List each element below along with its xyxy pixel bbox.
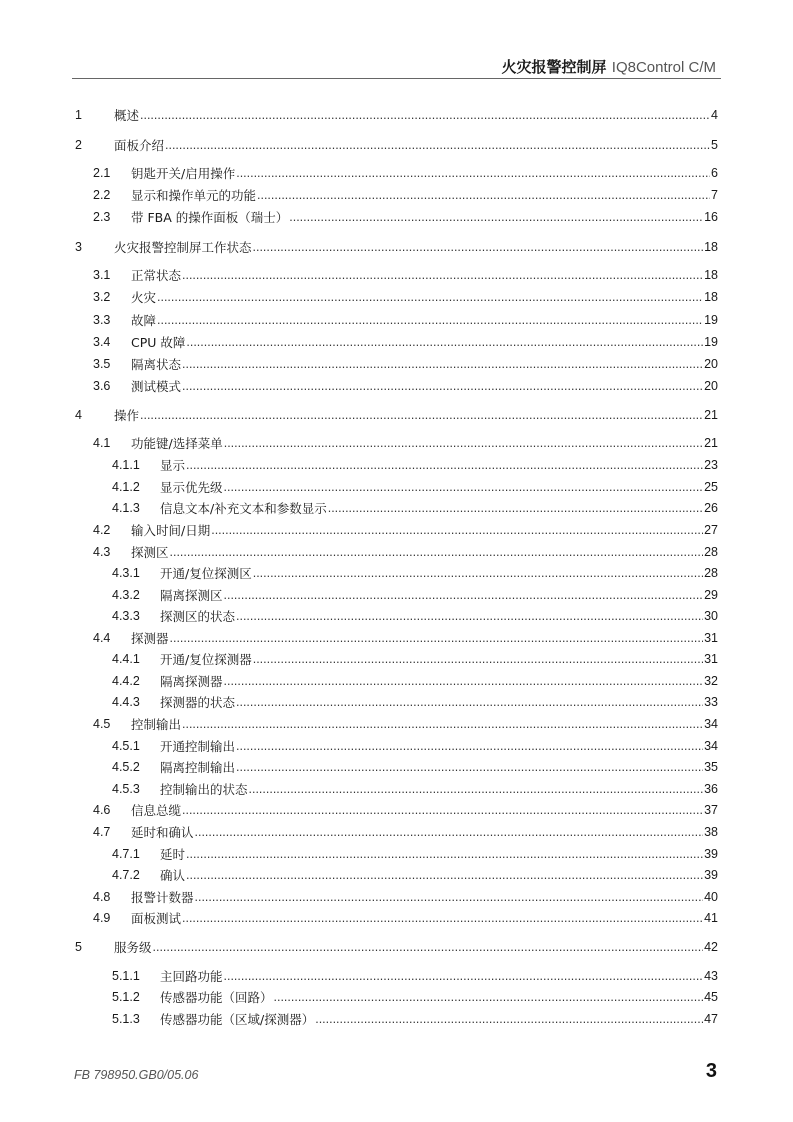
- toc-title: 信息文本/补充文本和参数显示: [160, 501, 327, 516]
- toc-title: 火灾: [131, 290, 157, 305]
- toc-entry[interactable]: [75, 354, 718, 372]
- toc-title: 隔离控制输出: [160, 760, 236, 775]
- toc-entry[interactable]: [75, 692, 718, 710]
- toc-title: 传感器功能（回路）: [160, 990, 273, 1005]
- toc-entry[interactable]: [75, 585, 718, 603]
- toc-leader-dots: [257, 188, 710, 203]
- toc-entry[interactable]: [75, 265, 718, 283]
- toc-leader-dots: [186, 335, 703, 350]
- toc-number: 4: [75, 408, 82, 422]
- toc-title: 主回路功能: [160, 969, 223, 984]
- toc-leader-dots: [224, 969, 704, 984]
- toc-page-number: 27: [704, 523, 718, 537]
- toc-leader-dots: [315, 1012, 703, 1027]
- toc-leader-dots: [224, 588, 704, 603]
- toc-title: 输入时间/日期: [131, 523, 211, 538]
- toc-entry[interactable]: [75, 937, 718, 955]
- toc-number: 4.5.1: [112, 739, 140, 753]
- toc-number: 3.5: [93, 357, 111, 371]
- toc-page-number: 45: [704, 990, 718, 1004]
- toc-title: 显示和操作单元的功能: [131, 188, 257, 203]
- toc-number: 4.3.3: [112, 609, 140, 623]
- toc-entry[interactable]: [75, 207, 718, 225]
- toc-entry[interactable]: [75, 757, 718, 775]
- toc-number: 3.1: [93, 268, 111, 282]
- toc-leader-dots: [165, 138, 710, 153]
- toc-entry[interactable]: [75, 310, 718, 328]
- toc-title: 开通控制输出: [160, 739, 236, 754]
- toc-entry[interactable]: [75, 966, 718, 984]
- toc-page-number: 28: [704, 545, 718, 559]
- toc-page-number: 34: [704, 717, 718, 731]
- toc-leader-dots: [153, 940, 704, 955]
- toc-leader-dots: [186, 458, 703, 473]
- toc-page-number: 4: [711, 108, 718, 122]
- toc-number: 5: [75, 940, 82, 954]
- toc-number: 3.6: [93, 379, 111, 393]
- toc-page-number: 39: [704, 868, 718, 882]
- toc-leader-dots: [182, 911, 703, 926]
- toc-number: 2.1: [93, 166, 111, 180]
- toc-page-number: 29: [704, 588, 718, 602]
- toc-number: 4.3.1: [112, 566, 140, 580]
- toc-leader-dots: [182, 803, 703, 818]
- toc-title: 延时: [160, 847, 186, 862]
- toc-leader-dots: [170, 631, 704, 646]
- toc-title: 探测区的状态: [160, 609, 236, 624]
- toc-title: 测试模式: [131, 379, 182, 394]
- toc-number: 2.3: [93, 210, 111, 224]
- toc-title: 控制输出的状态: [160, 782, 248, 797]
- toc-page-number: 31: [704, 631, 718, 645]
- toc-leader-dots: [140, 408, 703, 423]
- toc-entry[interactable]: [75, 433, 718, 451]
- toc-title: 服务级: [114, 940, 152, 955]
- toc-page-number: 5: [711, 138, 718, 152]
- toc-title: 延时和确认: [131, 825, 194, 840]
- toc-entry[interactable]: [75, 287, 718, 305]
- toc-number: 4.6: [93, 803, 111, 817]
- toc-page-number: 30: [704, 609, 718, 623]
- toc-entry[interactable]: [75, 606, 718, 624]
- toc-number: 3: [75, 240, 82, 254]
- toc-leader-dots: [157, 290, 703, 305]
- toc-entry[interactable]: [75, 987, 718, 1005]
- toc-number: 3.2: [93, 290, 111, 304]
- toc-entry[interactable]: [75, 332, 718, 350]
- toc-title: 报警计数器: [131, 890, 194, 905]
- toc-entry[interactable]: [75, 822, 718, 840]
- toc-number: 4.7.1: [112, 847, 140, 861]
- toc-number: 4.7.2: [112, 868, 140, 882]
- toc-page-number: 32: [704, 674, 718, 688]
- toc-title: 隔离状态: [131, 357, 182, 372]
- toc-entry[interactable]: [75, 714, 718, 732]
- toc-entry[interactable]: [75, 908, 718, 926]
- toc-title: 开通/复位探测器: [160, 652, 252, 667]
- toc-page-number: 37: [704, 803, 718, 817]
- toc-title: 面板介绍: [114, 138, 165, 153]
- toc-number: 4.4.2: [112, 674, 140, 688]
- toc-entry[interactable]: [75, 105, 718, 123]
- toc-page-number: 19: [704, 313, 718, 327]
- toc-leader-dots: [236, 760, 703, 775]
- toc-number: 3.4: [93, 335, 111, 349]
- toc-page-number: 26: [704, 501, 718, 515]
- toc-leader-dots: [253, 652, 703, 667]
- toc-page-number: 6: [711, 166, 718, 180]
- toc-leader-dots: [224, 480, 704, 495]
- document-code: FB 798950.GB0/05.06: [74, 1068, 199, 1082]
- toc-title: 显示: [160, 458, 186, 473]
- toc-title: 探测器的状态: [160, 695, 236, 710]
- toc-leader-dots: [195, 825, 704, 840]
- toc-page-number: 7: [711, 188, 718, 202]
- toc-title: 操作: [114, 408, 140, 423]
- toc-title: 概述: [114, 108, 140, 123]
- header-title: 火灾报警控制屏: [501, 58, 607, 76]
- toc-page-number: 34: [704, 739, 718, 753]
- toc-page-number: 25: [704, 480, 718, 494]
- toc-number: 5.1.3: [112, 1012, 140, 1026]
- header-product: IQ8Control C/M: [611, 59, 716, 76]
- toc-entry[interactable]: [75, 520, 718, 538]
- toc-page-number: 36: [704, 782, 718, 796]
- toc-title: 控制输出: [131, 717, 182, 732]
- toc-title: 故障: [131, 313, 157, 328]
- toc-page-number: 19: [704, 335, 718, 349]
- toc-title: 火灾报警控制屏工作状态: [114, 240, 252, 255]
- toc-page-number: 41: [704, 911, 718, 925]
- toc-entry[interactable]: [75, 671, 718, 689]
- toc-leader-dots: [253, 566, 703, 581]
- toc-title: 隔离探测区: [160, 588, 223, 603]
- toc-number: 4.5.2: [112, 760, 140, 774]
- toc-title: 面板测试: [131, 911, 182, 926]
- toc-title: 钥匙开关/启用操作: [131, 166, 236, 181]
- toc-title: 显示优先级: [160, 480, 223, 495]
- toc-page-number: 21: [704, 408, 718, 422]
- toc-page-number: 18: [704, 268, 718, 282]
- toc-number: 4.9: [93, 911, 111, 925]
- toc-number: 2.2: [93, 188, 111, 202]
- toc-leader-dots: [289, 210, 703, 225]
- toc-page-number: 33: [704, 695, 718, 709]
- toc-leader-dots: [186, 868, 703, 883]
- toc-leader-dots: [328, 501, 703, 516]
- toc-number: 1: [75, 108, 82, 122]
- toc-page-number: 40: [704, 890, 718, 904]
- toc-leader-dots: [182, 379, 703, 394]
- toc-title: 探测区: [131, 545, 169, 560]
- toc-leader-dots: [274, 990, 704, 1005]
- toc-page-number: 39: [704, 847, 718, 861]
- toc-leader-dots: [249, 782, 704, 797]
- toc-page-number: 43: [704, 969, 718, 983]
- toc-number: 4.1.1: [112, 458, 140, 472]
- toc-entry[interactable]: [75, 779, 718, 797]
- toc-title: 正常状态: [131, 268, 182, 283]
- toc-number: 4.3.2: [112, 588, 140, 602]
- toc-page-number: 20: [704, 379, 718, 393]
- toc-leader-dots: [236, 166, 710, 181]
- toc-number: 4.3: [93, 545, 111, 559]
- toc-page-number: 28: [704, 566, 718, 580]
- toc-title: 确认: [160, 868, 186, 883]
- toc-entry[interactable]: [75, 498, 718, 516]
- toc-number: 3.3: [93, 313, 111, 327]
- toc-leader-dots: [157, 313, 703, 328]
- toc-title: 功能键/选择菜单: [131, 436, 223, 451]
- toc-leader-dots: [182, 357, 703, 372]
- toc-entry[interactable]: [75, 865, 718, 883]
- toc-entry[interactable]: [75, 563, 718, 581]
- toc-number: 4.2: [93, 523, 111, 537]
- toc-title: 传感器功能（区域/探测器）: [160, 1012, 315, 1027]
- toc-title: 隔离探测器: [160, 674, 223, 689]
- toc-number: 2: [75, 138, 82, 152]
- toc-number: 4.1: [93, 436, 111, 450]
- toc-page-number: 21: [704, 436, 718, 450]
- toc-entry[interactable]: [75, 628, 718, 646]
- toc-entry[interactable]: [75, 477, 718, 495]
- toc-page-number: 31: [704, 652, 718, 666]
- toc-leader-dots: [253, 240, 704, 255]
- toc-page-number: 16: [704, 210, 718, 224]
- toc-page-number: 35: [704, 760, 718, 774]
- toc-number: 4.1.3: [112, 501, 140, 515]
- toc-entry[interactable]: [75, 185, 718, 203]
- toc-number: 4.5: [93, 717, 111, 731]
- toc-entry[interactable]: [75, 649, 718, 667]
- toc-title: 信息总缆: [131, 803, 182, 818]
- toc-page-number: 38: [704, 825, 718, 839]
- toc-page-number: 20: [704, 357, 718, 371]
- toc-entry[interactable]: [75, 376, 718, 394]
- toc-page-number: 42: [704, 940, 718, 954]
- toc-entry[interactable]: [75, 455, 718, 473]
- toc-number: 4.5.3: [112, 782, 140, 796]
- toc-page-number: 18: [704, 240, 718, 254]
- toc-number: 4.7: [93, 825, 111, 839]
- toc-leader-dots: [236, 739, 703, 754]
- toc-number: 5.1.1: [112, 969, 140, 983]
- toc-leader-dots: [236, 695, 703, 710]
- toc-leader-dots: [211, 523, 703, 538]
- toc-number: 4.1.2: [112, 480, 140, 494]
- toc-entry[interactable]: [75, 736, 718, 754]
- toc-number: 5.1.2: [112, 990, 140, 1004]
- toc-number: 4.4.3: [112, 695, 140, 709]
- toc-leader-dots: [182, 717, 703, 732]
- toc-entry[interactable]: [75, 237, 718, 255]
- toc-entry[interactable]: [75, 844, 718, 862]
- toc-title: 带 FBA 的操作面板（瑞士）: [131, 210, 289, 225]
- toc-title: 开通/复位探测区: [160, 566, 252, 581]
- toc-title: CPU 故障: [131, 335, 186, 350]
- toc-entry[interactable]: [75, 887, 718, 905]
- toc-leader-dots: [170, 545, 704, 560]
- toc-leader-dots: [195, 890, 704, 905]
- toc-title: 探测器: [131, 631, 169, 646]
- toc-number: 4.4.1: [112, 652, 140, 666]
- toc-leader-dots: [224, 436, 703, 451]
- page-number: 3: [705, 1060, 717, 1082]
- toc-leader-dots: [140, 108, 710, 123]
- toc-page-number: 23: [704, 458, 718, 472]
- toc-leader-dots: [182, 268, 703, 283]
- toc-entry[interactable]: [75, 163, 718, 181]
- toc-number: 4.8: [93, 890, 111, 904]
- toc-number: 4.4: [93, 631, 111, 645]
- toc-entry[interactable]: [75, 1009, 718, 1027]
- toc-entry[interactable]: [75, 542, 718, 560]
- toc-leader-dots: [236, 609, 703, 624]
- toc-leader-dots: [224, 674, 704, 689]
- toc-leader-dots: [186, 847, 703, 862]
- toc-page-number: 47: [704, 1012, 718, 1026]
- toc-entry[interactable]: [75, 405, 718, 423]
- toc-page-number: 18: [704, 290, 718, 304]
- toc-entry[interactable]: [75, 800, 718, 818]
- toc-entry[interactable]: [75, 135, 718, 153]
